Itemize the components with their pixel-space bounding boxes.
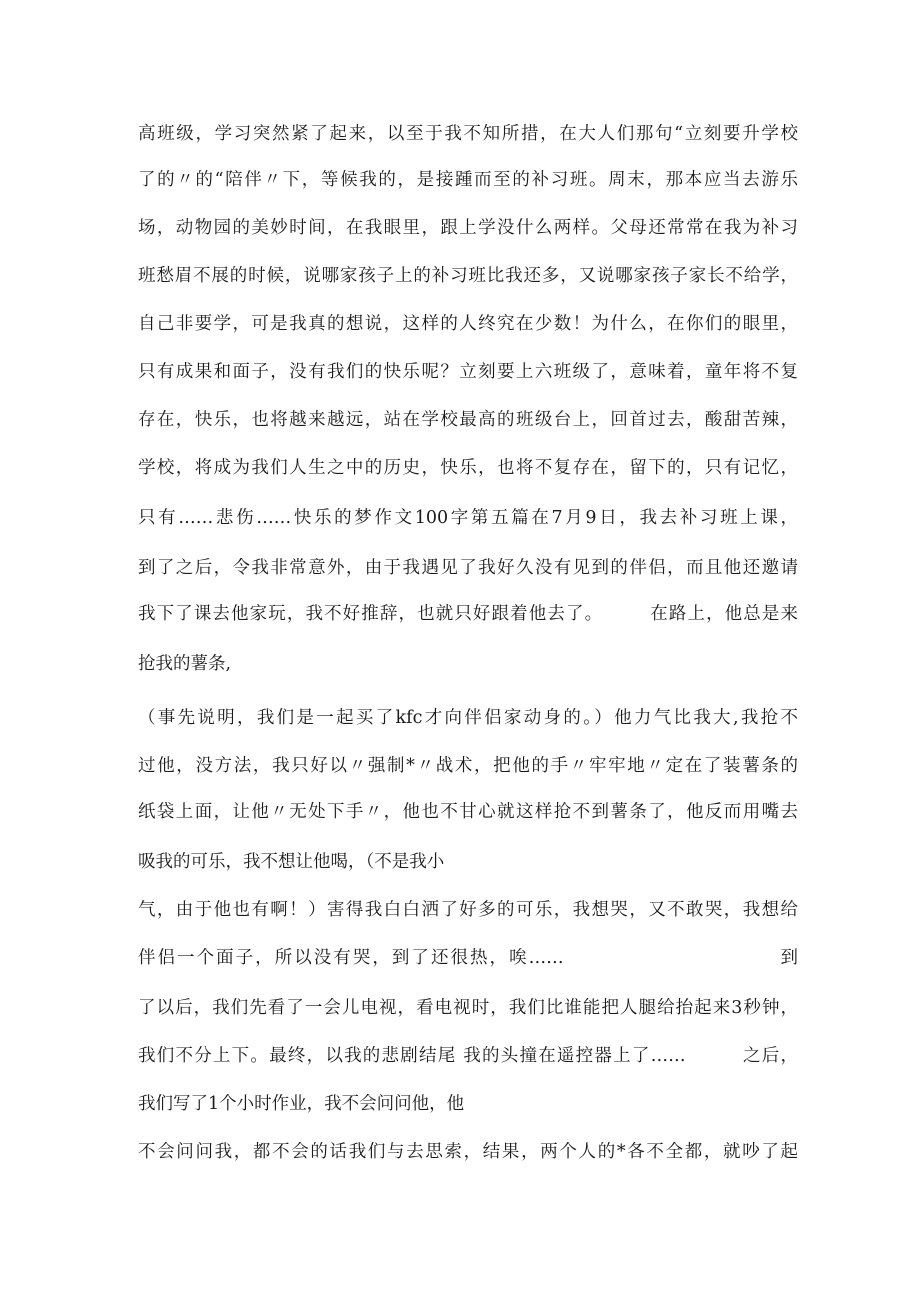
text-line-1: 高班级，学习突然紧了起来，以至于我不知所措，在大人们那句“立刻要升学校 <box>138 124 798 144</box>
text-line-15: 纸袋上面，让他〃无处下手〃，他也不甘心就这样抢不到薯条了，他反而用嘴去 <box>138 802 798 822</box>
text-line-9: 只有……悲伤……快乐的梦作文100字第五篇在7月9日，我去补习班上课， <box>138 508 798 528</box>
text-line-20: 我们不分上下。最终，以我的悲剧结尾 我的头撞在遥控器上了…… 之后， <box>138 1046 798 1066</box>
text-line-7: 存在，快乐，也将越来越远，站在学校最高的班级台上，回首过去，酸甜苦辣， <box>138 410 798 430</box>
text-line-22: 不会问问我，都不会的话我们与去思索，结果，两个人的*各不全都，就吵了起 <box>138 1142 798 1162</box>
text-line-14: 过他，没方法，我只好以〃强制*〃战术，把他的手〃牢牢地〃定在了装薯条的 <box>138 756 798 776</box>
text-line-10: 到了之后，令我非常意外，由于我遇见了我好久没有见到的伴侣，而且他还邀请 <box>138 558 798 578</box>
text-line-13: （事先说明，我们是一起买了kfc才向伴侣家动身的。）他力气比我大,我抢不 <box>138 708 798 728</box>
text-line-3: 场，动物园的美妙时间，在我眼里，跟上学没什么两样。父母还常常在我为补习 <box>138 218 798 238</box>
text-line-4: 班愁眉不展的时候，说哪家孩子上的补习班比我还多，又说哪家孩子家长不给学， <box>138 266 798 286</box>
text-line-6: 只有成果和面子，没有我们的快乐呢？立刻要上六班级了，意味着，童年将不复 <box>138 362 798 382</box>
text-line-2: 了的〃的“陪伴〃下，等候我的，是接踵而至的补习班。周末，那本应当去游乐 <box>138 170 798 190</box>
text-line-12: 抢我的薯条, <box>138 654 232 674</box>
text-line-19: 了以后，我们先看了一会儿电视，看电视时，我们比谁能把人腿给抬起来3秒钟， <box>138 998 798 1018</box>
text-line-21: 我们写了1个小时作业，我不会问问他，他 <box>138 1094 465 1114</box>
text-line-16: 吸我的可乐，我不想让他喝，（不是我小 <box>138 852 445 872</box>
text-line-5: 自己非要学，可是我真的想说，这样的人终究在少数！为什么，在你们的眼里， <box>138 314 798 334</box>
text-line-18: 伴侣一个面子，所以没有哭，到了还很热，唉…… 到 <box>138 948 798 968</box>
text-line-11: 我下了课去他家玩，我不好推辞，也就只好跟着他去了。 在路上，他总是来 <box>138 604 798 624</box>
text-line-17: 气，由于他也有啊！）害得我白白洒了好多的可乐，我想哭，又不敢哭，我想给 <box>138 900 798 920</box>
text-line-8: 学校，将成为我们人生之中的历史，快乐，也将不复存在，留下的，只有记忆， <box>138 458 798 478</box>
